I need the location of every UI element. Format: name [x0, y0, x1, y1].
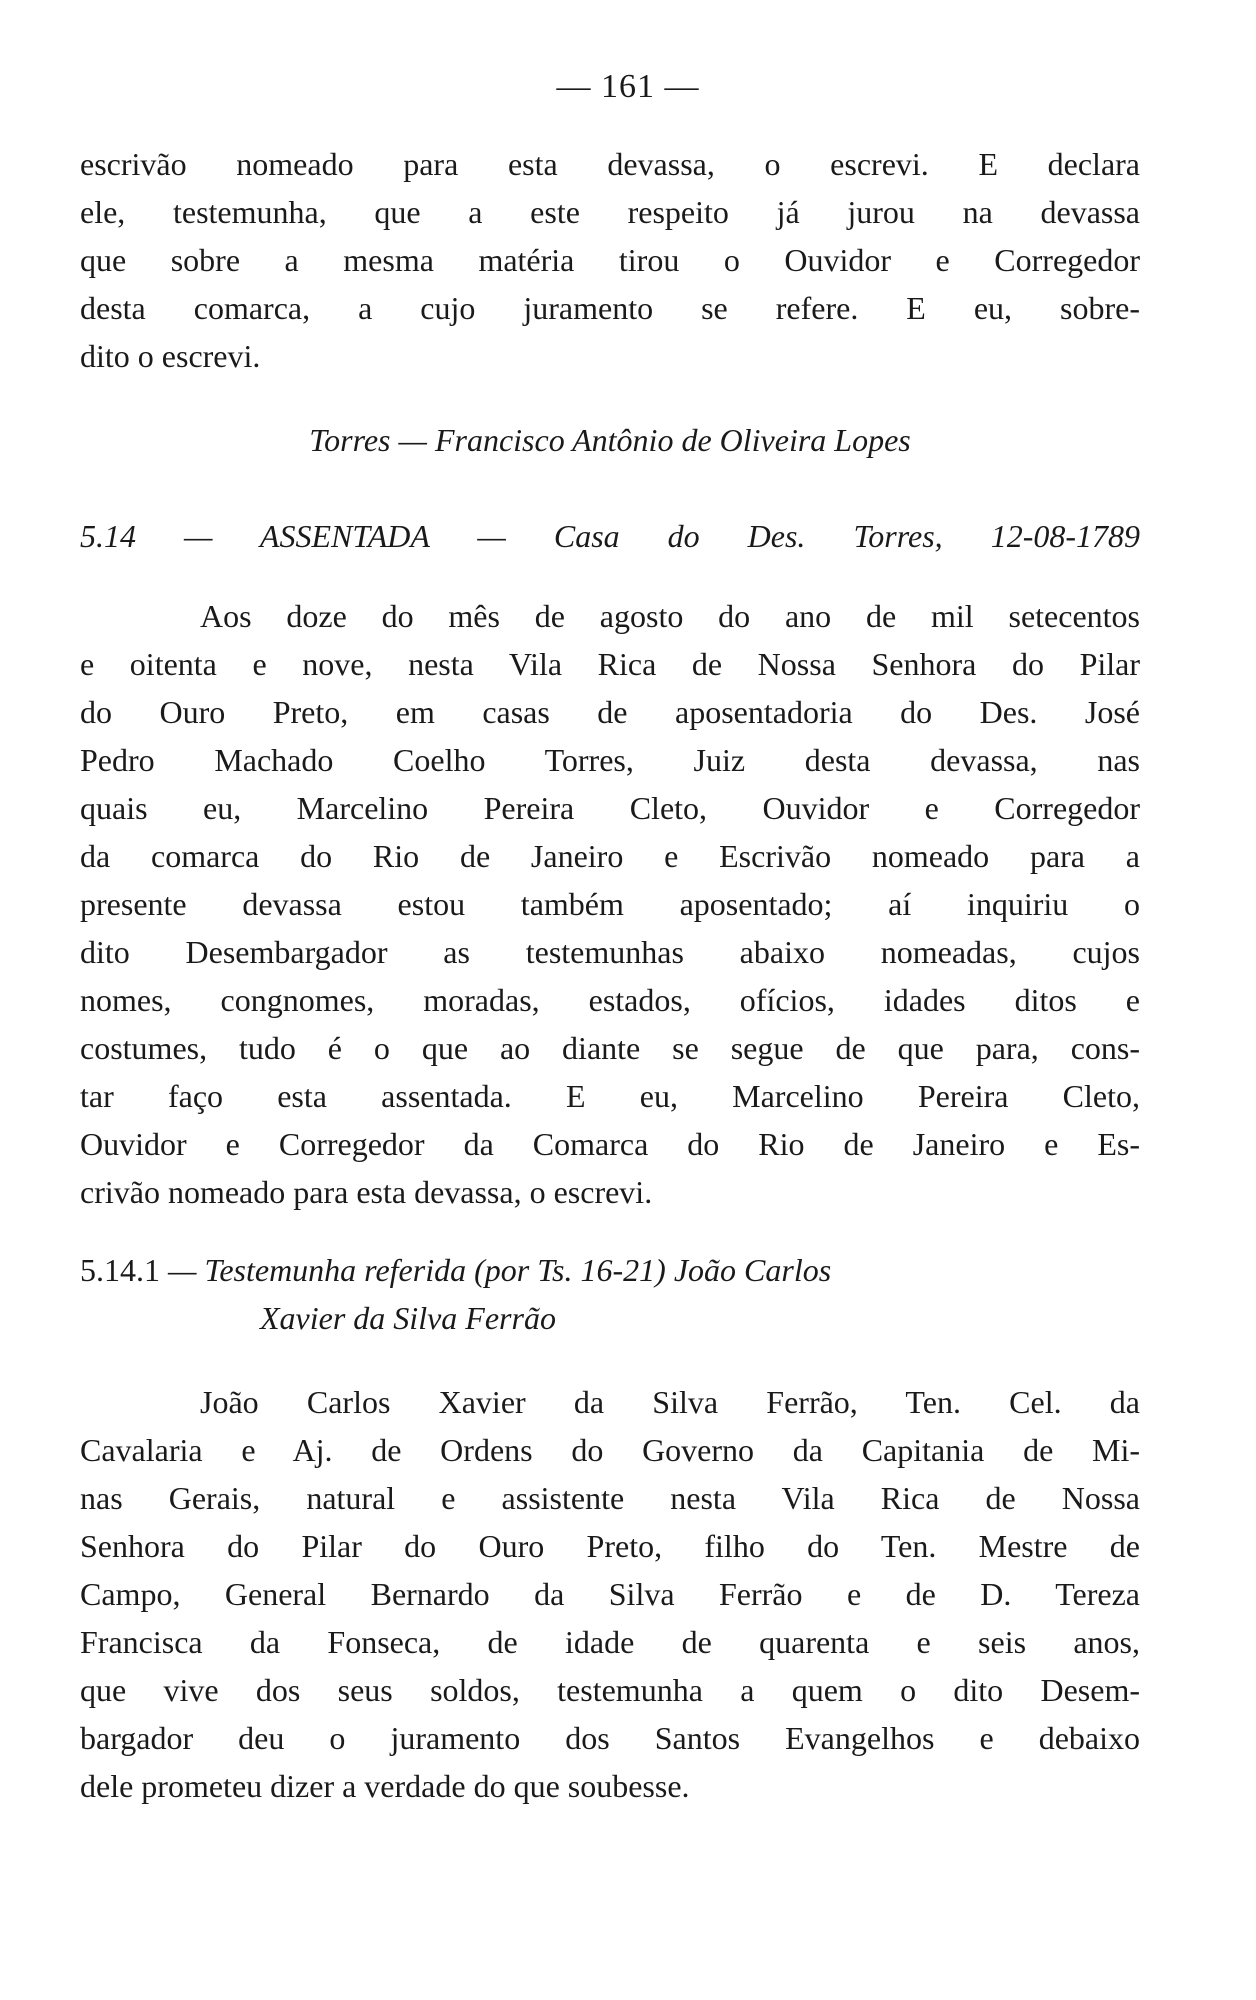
text-line: escrivão nomeado para esta devassa, o escrevi. E declara	[80, 146, 1140, 182]
text-line: costumes, tudo é o que ao diante se segue de que para, cons-	[80, 1030, 1140, 1066]
text-line: Francisca da Fonseca, de idade de quarenta e seis anos,	[80, 1624, 1140, 1660]
text-line: desta comarca, a cujo juramento se refere. E eu, sobre-	[80, 290, 1140, 326]
text-line: dito o escrevi.	[80, 338, 261, 374]
paragraph-testemunha	[80, 1378, 1140, 1810]
section-heading-line: Xavier da Silva Ferrão	[260, 1300, 556, 1336]
text-line: nas Gerais, natural e assistente nesta Vila Rica de Nossa	[80, 1480, 1140, 1516]
text-line: e oitenta e nove, nesta Vila Rica de Nossa Senhora do Pilar	[80, 646, 1140, 682]
text-line: Aos doze do mês de agosto do ano de mil setecentos	[200, 598, 1140, 634]
text-line: Campo, General Bernardo da Silva Ferrão e de D. Tereza	[80, 1576, 1140, 1612]
text-line: que vive dos seus soldos, testemunha a quem o dito Desem-	[80, 1672, 1140, 1708]
text-line: Senhora do Pilar do Ouro Preto, filho do Ten. Mestre de	[80, 1528, 1140, 1564]
text-line: da comarca do Rio de Janeiro e Escrivão nomeado para a	[80, 838, 1140, 874]
section-heading: 5.14 — ASSENTADA — Casa do Des. Torres, 12-08-1789	[80, 518, 1140, 554]
text-line: João Carlos Xavier da Silva Ferrão, Ten. Cel. da	[200, 1384, 1140, 1420]
text-line: Ouvidor e Corregedor da Comarca do Rio de Janeiro e Es-	[80, 1126, 1140, 1162]
text-line: nomes, congnomes, moradas, estados, ofícios, idades ditos e	[80, 982, 1140, 1018]
text-line: tar faço esta assentada. E eu, Marcelino Pereira Cleto,	[80, 1078, 1140, 1114]
text-line: quais eu, Marcelino Pereira Cleto, Ouvidor e Corregedor	[80, 790, 1140, 826]
section-title: — Testemunha referida (por Ts. 16-21) João Carlos	[168, 1252, 832, 1288]
text-line: ele, testemunha, que a este respeito já jurou na devassa	[80, 194, 1140, 230]
text-line: presente devassa estou também aposentado; aí inquiriu o	[80, 886, 1140, 922]
text-line: do Ouro Preto, em casas de aposentadoria do Des. José	[80, 694, 1140, 730]
section-heading-assentada	[80, 512, 1140, 560]
signature-line: Torres — Francisco Antônio de Oliveira Lopes	[309, 422, 911, 458]
paragraph-continuation	[80, 140, 1140, 380]
section-heading-line	[80, 1246, 1140, 1294]
text-line: Cavalaria e Aj. de Ordens do Governo da Capitania de Mi-	[80, 1432, 1140, 1468]
text-line: dito Desembargador as testemunhas abaixo nomeadas, cujos	[80, 934, 1140, 970]
text-line: bargador deu o juramento dos Santos Evangelhos e debaixo	[80, 1720, 1140, 1756]
text-line: que sobre a mesma matéria tirou o Ouvidor e Corregedor	[80, 242, 1140, 278]
signature-block	[80, 416, 1140, 464]
paragraph-assentada	[80, 592, 1140, 1216]
text-line: dele prometeu dizer a verdade do que soubesse.	[80, 1768, 690, 1804]
section-heading-testemunha	[80, 1246, 1140, 1342]
text-line: crivão nomeado para esta devassa, o escrevi.	[80, 1174, 653, 1210]
section-number: 5.14.1	[80, 1252, 160, 1288]
text-line: Pedro Machado Coelho Torres, Juiz desta devassa, nas	[80, 742, 1140, 778]
page-number: — 161 —	[556, 68, 700, 105]
